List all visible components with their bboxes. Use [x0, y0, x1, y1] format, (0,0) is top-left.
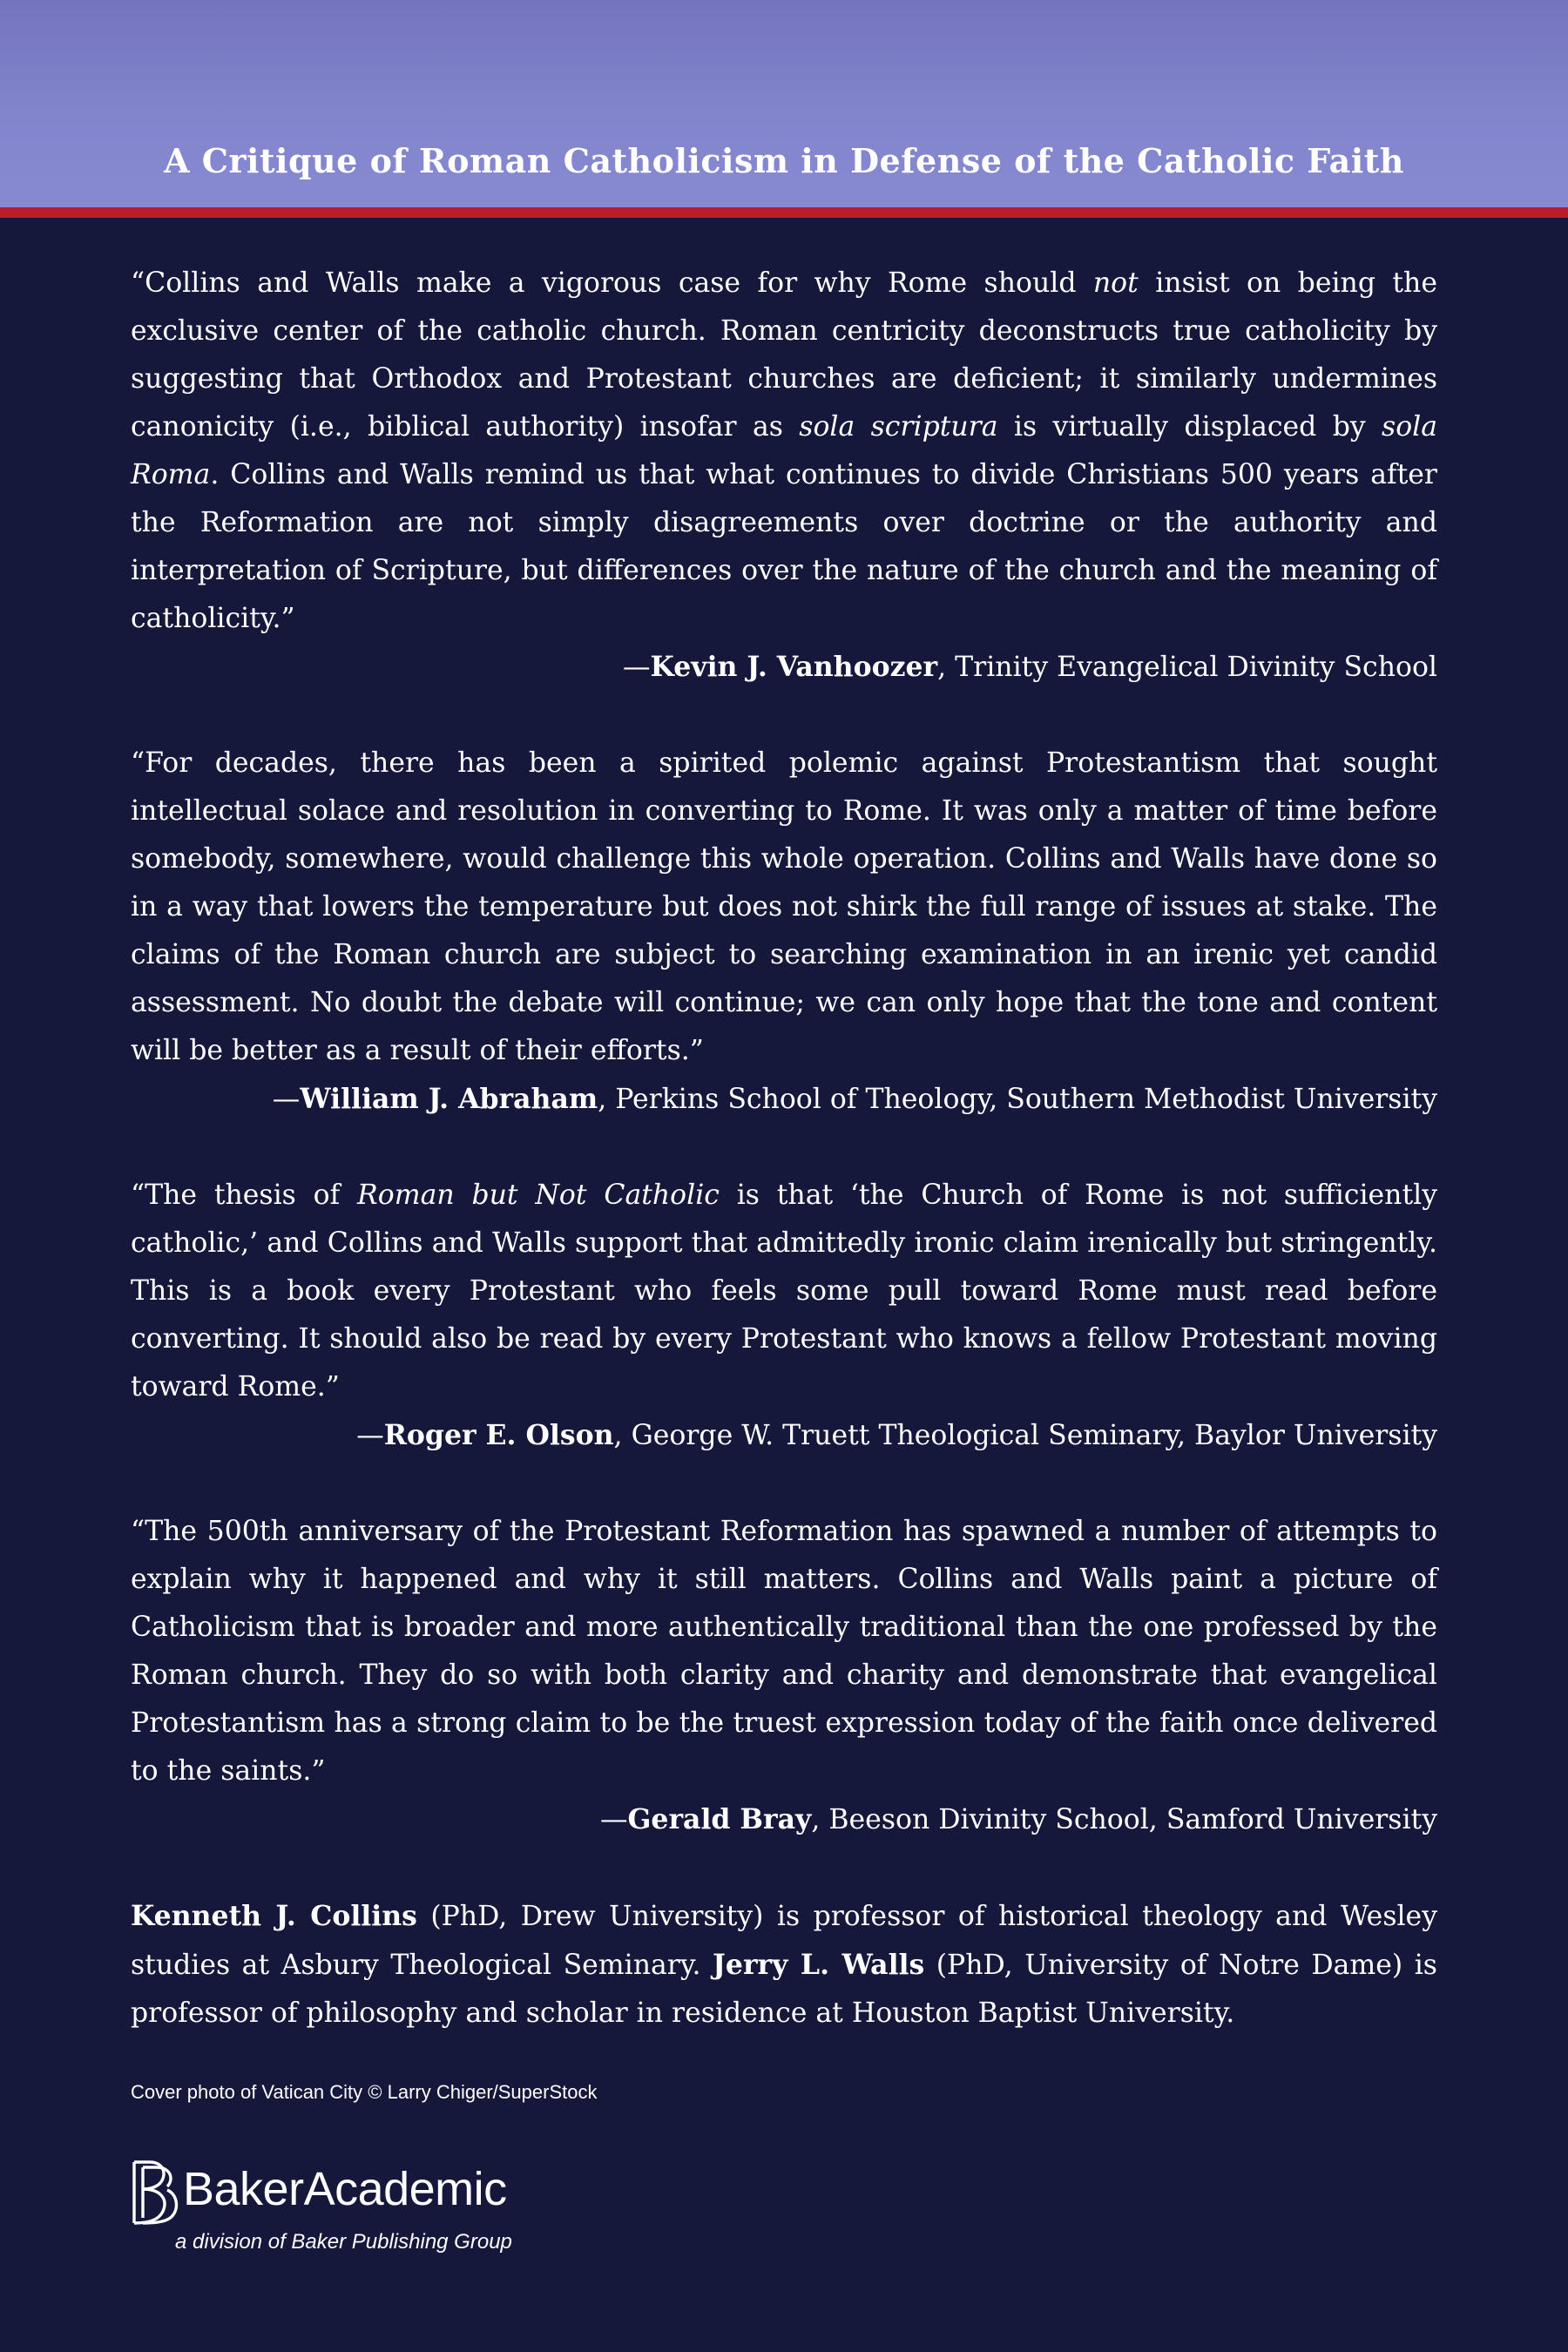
endorser-name: Roger E. Olson: [383, 1419, 614, 1451]
publisher-name: BakerAcademic: [183, 2163, 507, 2215]
author-name: Kenneth J. Collins: [131, 1900, 417, 1932]
endorser-name: Gerald Bray: [627, 1803, 812, 1835]
endorsement-attribution: —Roger E. Olson, George W. Truett Theological Seminary, Baylor University: [356, 1419, 1437, 1451]
header-band: [0, 0, 1568, 207]
endorser-name: William J. Abraham: [300, 1083, 598, 1115]
endorsement-attribution: —Gerald Bray, Beeson Divinity School, Samford University: [600, 1803, 1437, 1835]
endorsement-quote: “For decades, there has been a spirited polemic against Protestantism that sought intellectual solace and resolution in converting to Rome. It was only a matter of time before somebody, somewhere, would challenge this whole operation. Collins and Walls have done so in a way that lowers the temperature but does not shirk the full range of issues at stake. The claims of the Roman church are subject to searching examination in an irenic yet candid assessment. No doubt the debate will continue; we can only hope that the tone and content will be better as a result of their efforts.”: [131, 747, 1437, 1066]
page-title: A Critique of Roman Catholicism in Defense of the Catholic Faith: [164, 141, 1404, 180]
endorsement-attribution: —William J. Abraham, Perkins School of Theology, Southern Methodist University: [272, 1083, 1437, 1115]
back-cover-text: [131, 260, 1437, 2038]
publisher-logo: [129, 2155, 582, 2260]
endorsement-attribution: —Kevin J. Vanhoozer, Trinity Evangelical Divinity School: [623, 651, 1437, 683]
photo-credit: Cover photo of Vatican City © Larry Chiger/SuperStock: [131, 2081, 598, 2103]
red-divider: [0, 207, 1568, 218]
endorser-name: Kevin J. Vanhoozer: [650, 651, 938, 683]
bb-monogram-icon: [129, 2155, 183, 2230]
author-name: Jerry L. Walls: [713, 1949, 925, 1981]
publisher-tagline: a division of Baker Publishing Group: [175, 2230, 512, 2254]
endorsement-quote: “Collins and Walls make a vigorous case for why Rome should not insist on being the exclusive center of the catholic church. Roman centricity deconstructs true catholicity by suggesting that Orthodox and Protestant churches are deficient; it similarly undermines canonicity (i.e., biblical authority) insofar as sola scriptura is virtually displaced by sola Roma. Collins and Walls remind us that what continues to divide Christians 500 years after the Reformation are not simply disagreements over doctrine or the authority and interpretation of Scripture, but differences over the nature of the church and the meaning of catholicity.”: [131, 267, 1438, 634]
endorsement-quote: “The thesis of Roman but Not Catholic is that ‘the Church of Rome is not sufficiently catholic,’ and Collins and Walls support that admittedly ironic claim irenically but stringently. This is a book every Protestant who feels some pull toward Rome must read before converting. It should also be read by every Protestant who knows a fellow Protestant moving toward Rome.”: [131, 1179, 1437, 1402]
endorsement-quote: “The 500th anniversary of the Protestant Reformation has spawned a number of attempts to explain why it happened and why it still matters. Collins and Walls paint a picture of Catholicism that is broader and more authentically traditional than the one professed by the Roman church. They do so with both clarity and charity and demonstrate that evangelical Protestantism has a strong claim to be the truest expression today of the faith once delivered to the saints.”: [131, 1516, 1437, 1787]
author-bio: Kenneth J. Collins (PhD, Drew University) is professor of historical theology and Wesley studies at Asbury Theological Seminary. Jerry L. Walls (PhD, University of Notre Dame) is professor of philosophy and scholar in residence at Houston Baptist University.: [131, 1900, 1437, 2029]
